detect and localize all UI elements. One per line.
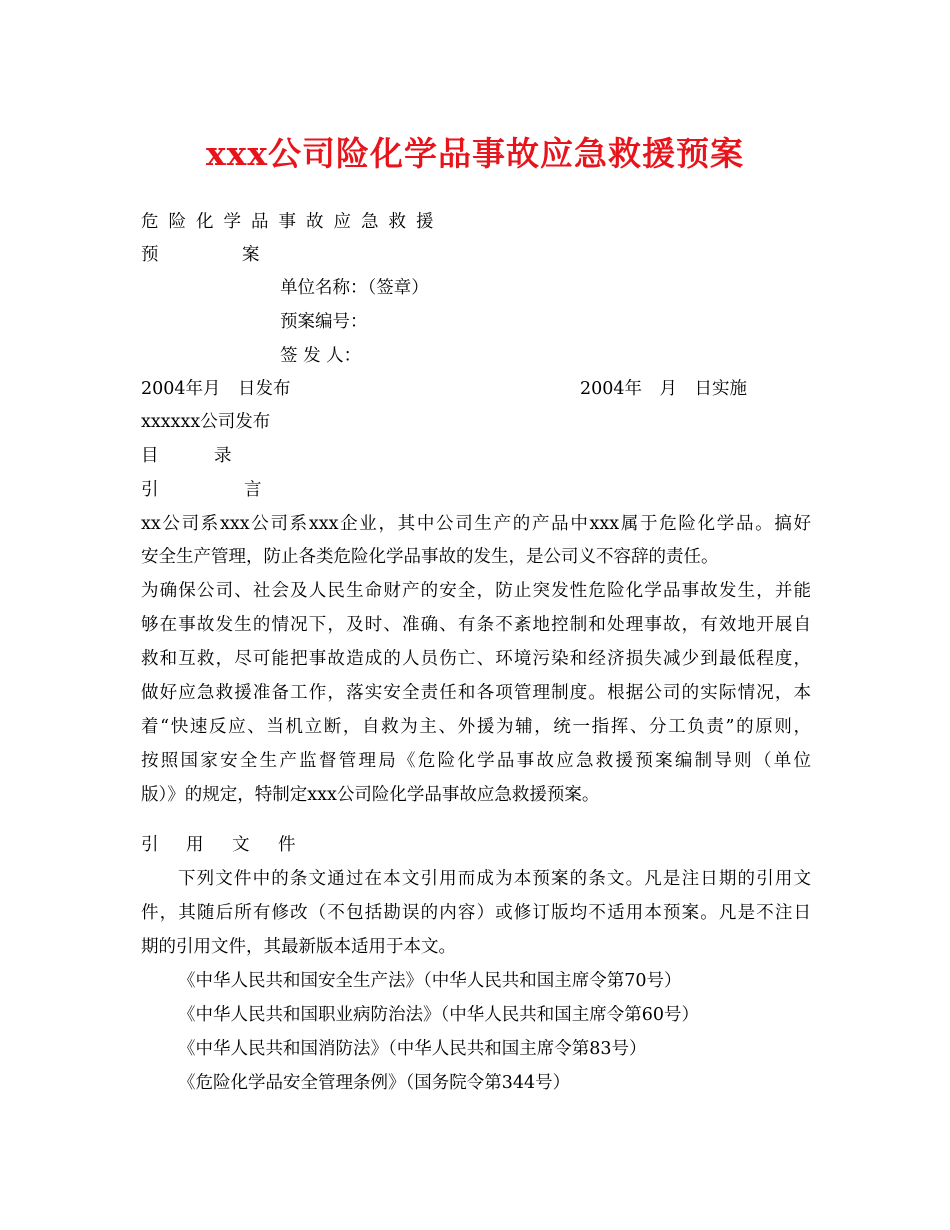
publish-date: 2004年月 日发布 [141,379,291,399]
intro-p2-line: 版）》的规定，特制定xxx公司险化学品事故应急救援预案。 [141,785,600,805]
ref-label-char: 用 [186,835,204,855]
cover-heading-line2-right: 案 [242,245,260,265]
ref-label-char: 件 [278,835,296,855]
intro-p2-line: 够在事故发生的情况下，及时、准确、有条不紊地控制和处理事故，有效地开展自 [141,615,811,635]
intro-p2-line: 为确保公司、社会及人民生命财产的安全，防止突发性危险化学品事故发生，并能 [141,581,811,601]
reference-item: 《中华人民共和国职业病防治法》（中华人民共和国主席令第60号） [178,1005,700,1025]
ref-paragraph-line: 下列文件中的条文通过在本文引用而成为本预案的条文。凡是注日期的引用文 [178,869,811,889]
intro-p2-line: 按照国家安全生产监督管理局《危险化学品事故应急救援预案编制导则（单位 [141,751,811,771]
intro-p1-line: xx公司系xxx公司系xxx企业，其中公司生产的产品中xxx属于危险化学品。搞好 [141,514,811,534]
cover-heading-line2-left: 预 [141,245,159,265]
ref-label-char: 引 [141,835,159,855]
intro-label-right: 言 [244,480,262,500]
ref-paragraph-line: 件，其随后所有修改（不包括勘误的内容）或修订版均不适用本预案。凡是不注日 [141,903,811,923]
intro-p2-line: 着“快速反应、当机立断，自救为主、外援为辅，统一指挥、分工负责”的原则， [141,717,811,737]
effective-date: 2004年 月 日实施 [580,379,748,399]
intro-p2-line: 救和互救，尽可能把事故造成的人员伤亡、环境污染和经济损失减少到最低程度， [141,649,811,669]
unit-name-label: 单位名称：（签章） [280,278,429,298]
toc-label-right: 录 [214,446,232,466]
reference-item: 《中华人民共和国安全生产法》（中华人民共和国主席令第70号） [178,971,682,991]
ref-label-char: 文 [232,835,250,855]
cover-heading-line1: 危险化学品事故应急救援 [141,212,444,232]
issuer-label: 签 发 人： [280,346,362,366]
ref-paragraph-line: 期的引用文件，其最新版本适用于本文。 [141,937,456,957]
company-publish: xxxxxx公司发布 [141,412,271,432]
intro-p2-line: 做好应急救援准备工作，落实安全责任和各项管理制度。根据公司的实际情况，本 [141,683,811,703]
document-title: xxx公司险化学品事故应急救援预案 [205,134,745,173]
toc-label-left: 目 [141,446,159,466]
intro-p1-line: 安全生产管理，防止各类危险化学品事故的发生，是公司义不容辞的责任。 [141,547,719,567]
reference-item: 《中华人民共和国消防法》（中华人民共和国主席令第83号） [178,1039,647,1059]
intro-label-left: 引 [141,480,159,500]
plan-number-label: 预案编号： [280,312,368,332]
reference-item: 《危险化学品安全管理条例》（国务院令第344号） [178,1073,571,1093]
